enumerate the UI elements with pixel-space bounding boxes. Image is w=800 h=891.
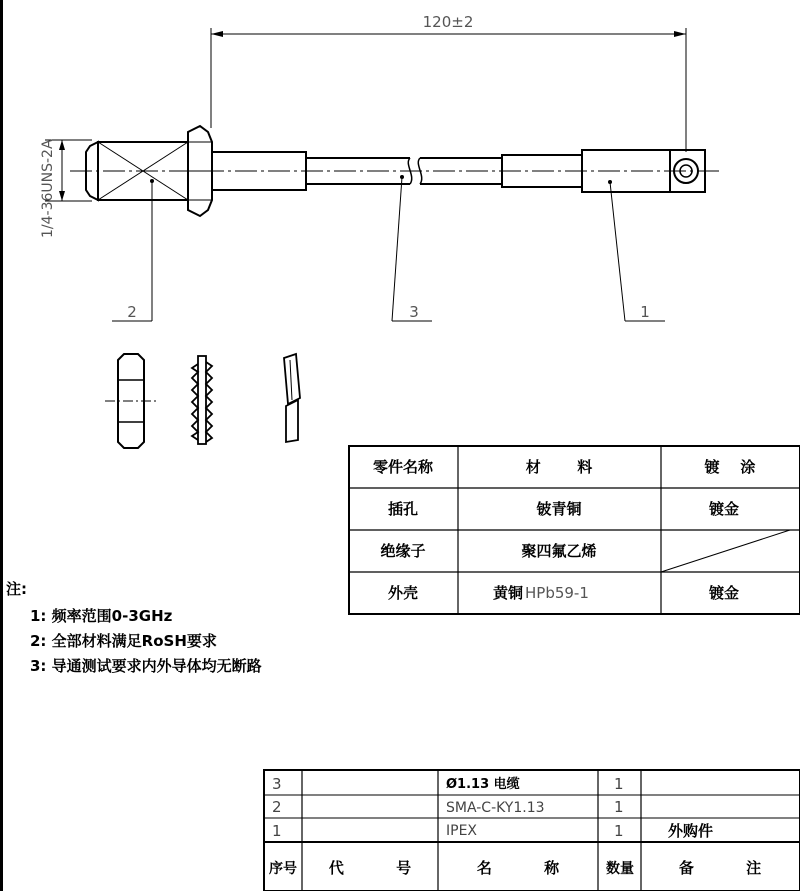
mt-row2-material: 聚四氟乙烯 — [521, 542, 597, 560]
split-washer-part — [284, 354, 300, 442]
mt-header-part: 零件名称 — [372, 458, 434, 476]
bom-row2-name: SMA-C-KY1.13 — [446, 800, 545, 816]
mt-row3-plating: 镀金 — [708, 584, 740, 602]
bom-header-name: 名 称 — [476, 859, 560, 877]
mt-row3-material: 黄铜 — [493, 584, 524, 602]
bom-row1-remark: 外购件 — [668, 822, 714, 840]
mt-header-material: 材 料 — [525, 458, 593, 476]
plating-na-diagonal — [661, 530, 790, 572]
bom-row2-no: 2 — [272, 798, 282, 816]
bom-header-qty: 数量 — [606, 861, 634, 877]
notes-title: 注: — [6, 580, 27, 598]
bom-row3-no: 3 — [272, 775, 282, 793]
bom-table-text — [269, 775, 761, 877]
balloon-1-label: 1 — [640, 303, 650, 321]
mt-row1-material: 铍青铜 — [536, 500, 582, 518]
sma-rear-ferrule — [212, 152, 306, 190]
cable-assembly-view — [70, 126, 720, 216]
notes-block — [6, 580, 262, 675]
mt-row2-part: 绝缘子 — [380, 542, 426, 560]
bom-row1-no: 1 — [272, 822, 282, 840]
bom-row2-qty: 1 — [614, 798, 624, 816]
balloon-1 — [608, 180, 665, 321]
overall-length-label: 120±2 — [422, 13, 474, 31]
note-3: 3: 导通测试要求内外导体均无断路 — [30, 657, 262, 675]
note-1: 1: 频率范围0-3GHz — [30, 607, 173, 625]
hex-nut-part — [105, 354, 157, 448]
bom-header-code: 代 号 — [328, 859, 412, 877]
mt-row3-material-grade: HPb59-1 — [525, 584, 589, 602]
bom-row3-qty: 1 — [614, 775, 624, 793]
balloon-3-label: 3 — [409, 303, 419, 321]
note-2: 2: 全部材料满足RoSH要求 — [30, 632, 217, 650]
bom-row1-name: IPEX — [446, 823, 478, 839]
balloon-3 — [392, 175, 432, 321]
mt-header-plating: 镀 涂 — [704, 458, 756, 476]
mt-row1-part: 插孔 — [387, 500, 419, 518]
star-washer-part — [192, 356, 212, 444]
dimension-overall-length — [211, 13, 686, 152]
balloon-2-label: 2 — [127, 303, 137, 321]
bom-header-no: 序号 — [269, 861, 297, 877]
dimension-thread — [40, 139, 92, 238]
bom-header-remark: 备 注 — [678, 859, 762, 877]
thread-spec-label: 1/4-36UNS-2A — [40, 139, 56, 238]
bom-row3-name: Ø1.13 电缆 — [446, 777, 520, 792]
mt-row3-part: 外壳 — [387, 584, 419, 602]
bom-row1-qty: 1 — [614, 822, 624, 840]
mt-row1-plating: 镀金 — [708, 500, 740, 518]
